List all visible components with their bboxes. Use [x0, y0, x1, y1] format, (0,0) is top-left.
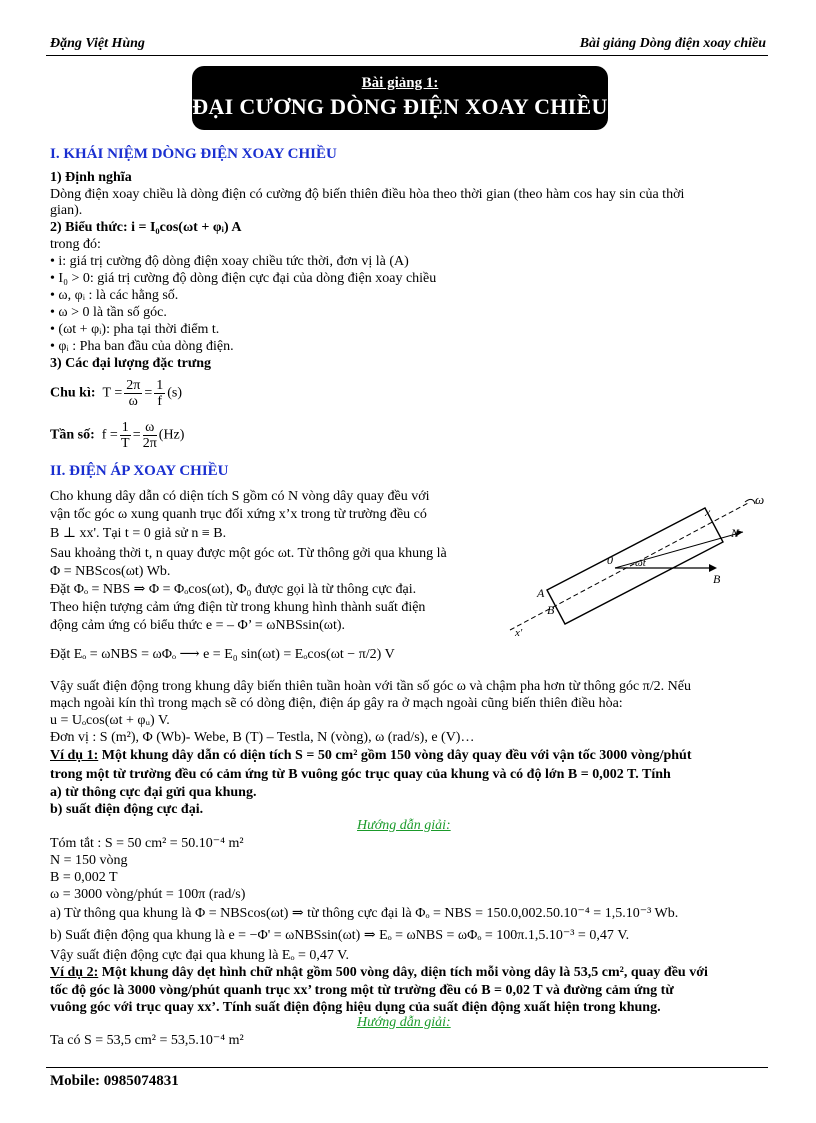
page-title: ĐẠI CƯƠNG DÒNG ĐIỆN XOAY CHIỀU [192, 94, 608, 119]
example-1-line-2: trong một từ trường đều có cảm ứng từ B vuông góc trục quay của khung và có độ lớn B = 0,002 T. Tính [50, 767, 671, 782]
section-1-heading: I. KHÁI NIỆM DÒNG ĐIỆN XOAY CHIỀU [50, 146, 337, 162]
section-2-heading: II. ĐIỆN ÁP XOAY CHIỀU [50, 463, 229, 479]
example-1-line-4: b) suất điện động cực đại. [50, 802, 204, 817]
fig-n: N [731, 526, 740, 540]
fig-b: B [713, 572, 721, 586]
example-2-line-3: vuông góc với trục quay xx’. Tính suất điện động hiệu dụng của suất điện động xuất hiện trong khung. [50, 1000, 661, 1015]
characteristics-title: 3) Các đại lượng đặc trưng [50, 356, 212, 371]
lesson-label: Bài giảng 1: [361, 75, 439, 91]
s2-line-2: vận tốc góc ω xung quanh trục đối xứng x’x trong từ trường đều có [50, 507, 427, 522]
fig-a: A [537, 586, 545, 600]
s2-line-8: động cảm ứng có biểu thức e = – Φ’ = ωNBSsin(ωt). [50, 618, 345, 633]
bullet-5: • (ωt + φᵢ): pha tại thời điểm t. [50, 322, 220, 337]
definition-line-1: Dòng điện xoay chiều là dòng điện có cường độ biến thiên điều hòa theo thời gian (theo hàm cos hay sin của thời [50, 187, 685, 202]
fig-xprime: x' [515, 627, 523, 639]
bullet-4: • ω > 0 là tần số góc. [50, 305, 167, 320]
bullet-1: • i: giá trị cường độ dòng điện xoay chiều tức thời, đơn vị là (A) [50, 254, 409, 269]
fig-wt: ωt [635, 557, 646, 569]
bullet-6: • φᵢ : Pha ban đầu của dòng điện. [50, 339, 234, 354]
bullet-3: • ω, φᵢ : là các hằng số. [50, 288, 179, 303]
units-line: Đơn vị : S (m²), Φ (Wb)- Webe, B (T) – Testla, N (vòng), ω (rad/s), e (V)… [50, 730, 475, 745]
ex1-omega: ω = 3000 vòng/phút = 100π (rad/s) [50, 887, 246, 902]
s2-line-11: mạch ngoài kín thì trong mạch sẽ có dòng điện, điện áp gây ra ở mạch ngoài cũng biến thiên điều hòa: [50, 696, 623, 711]
footer-mobile: Mobile: 0985074831 [50, 1073, 179, 1089]
title-box [192, 66, 608, 130]
rotating-coil-figure [505, 490, 767, 640]
fig-origin: 0 [607, 553, 613, 567]
s2-line-5: Φ = NBScos(ωt) Wb. [50, 564, 171, 579]
period-label: Chu kì: [50, 385, 96, 401]
footer-rule [46, 1067, 768, 1068]
s2-line-10: Vậy suất điện động trong khung dây biến thiên tuần hoàn với tần số góc ω và chậm pha hơn từ thông góc π/2. Nếu [50, 679, 691, 694]
header-rule [46, 55, 768, 56]
example-1-line-3: a) từ thông cực đại gửi qua khung. [50, 785, 257, 800]
s2-line-12: u = Uₒcos(ωt + φᵤ) V. [50, 713, 170, 728]
where-label: trong đó: [50, 237, 101, 252]
fig-omega: ω [755, 492, 765, 507]
s2-line-1: Cho khung dây dẫn có diện tích S gồm có N vòng dây quay đều với [50, 489, 430, 504]
example-2-line-2: tốc độ góc là 3000 vòng/phút quanh trục xx’ trong một từ trường đều có B = 0,02 T và đường cảm ứng từ [50, 983, 674, 998]
ex1-summary: Tóm tắt : S = 50 cm² = 50.10⁻⁴ m² [50, 836, 244, 851]
header-author: Đặng Việt Hùng [50, 36, 145, 51]
ex1-part-a: a) Từ thông qua khung là Φ = NBScos(ωt) ⇒ từ thông cực đại là Φₒ = NBS = 150.0,002.50.10⁻⁴ = 1,5.10⁻³ Wb. [50, 906, 679, 921]
example-2-label: Ví dụ 2: [50, 965, 99, 980]
s2-line-3: B ⊥ xx'. Tại t = 0 giả sử n ≡ B. [50, 526, 227, 541]
bullet-2: • I₀ > 0: giá trị cường độ dòng điện cực đại của dòng điện xoay chiều [50, 271, 437, 286]
ex1-conclusion: Vậy suất điện động cực đại qua khung là Eₒ = 0,47 V. [50, 948, 349, 963]
ex1-part-b: b) Suất điện động qua khung là e = −Φ' = ωNBSsin(ωt) ⇒ Eₒ = ωNBS = ωΦₒ = 100π.1,5.10⁻³ = 0,47 V. [50, 928, 630, 943]
ex2-area: Ta có S = 53,5 cm² = 53,5.10⁻⁴ m² [50, 1033, 244, 1048]
ex1-n: N = 150 vòng [50, 853, 128, 868]
header-course: Bài giảng Dòng điện xoay chiều [579, 36, 766, 51]
example-1-guide: Hướng dẫn giải: [357, 818, 451, 833]
fig-bp: B [547, 603, 555, 617]
emf-formula: Đặt Eₒ = ωNBS = ωΦₒ ⟶ e = E₀ sin(ωt) = Eₒcos(ωt − π/2) V [50, 647, 395, 662]
definition-line-2: gian). [50, 203, 83, 218]
example-1-label: Ví dụ 1: [50, 748, 99, 763]
ex1-b: B = 0,002 T [50, 870, 118, 885]
fig-x: x [705, 505, 711, 519]
period-formula: Chu kì: T = $\frac{2\pi}{\omega}$ = $\frac{1}{f}$ (s) [50, 378, 182, 409]
s2-line-6: Đặt Φₒ = NBS ⇒ Φ = Φₒcos(ωt), Φ₀ được gọi là từ thông cực đại. [50, 582, 417, 597]
s2-line-7: Theo hiện tượng cảm ứng điện từ trong khung hình thành suất điện [50, 600, 426, 615]
definition-title: 1) Định nghĩa [50, 170, 132, 185]
freq-label: Tần số: [50, 427, 95, 443]
example-2-line-1: Ví dụ 2: Một khung dây dẹt hình chữ nhật gồm 500 vòng dây, diện tích mỗi vòng dây là 53,5 cm², quay đều với [50, 965, 708, 980]
example-1-line-1: Ví dụ 1: Một khung dây dẫn có diện tích S = 50 cm² gồm 150 vòng dây quay đều với vận tốc 3000 vòng/phút [50, 748, 692, 763]
s2-line-4: Sau khoảng thời t, n quay được một góc ωt. Từ thông gởi qua khung là [50, 546, 447, 561]
expression-title: 2) Biểu thức: i = I₀cos(ωt + φᵢ) A [50, 220, 242, 235]
example-2-guide: Hướng dẫn giải: [357, 1015, 451, 1030]
frequency-formula: Tần số: f = $\frac{1}{T}$ = $\frac{\omega}{2\pi}$ (Hz) [50, 420, 185, 451]
